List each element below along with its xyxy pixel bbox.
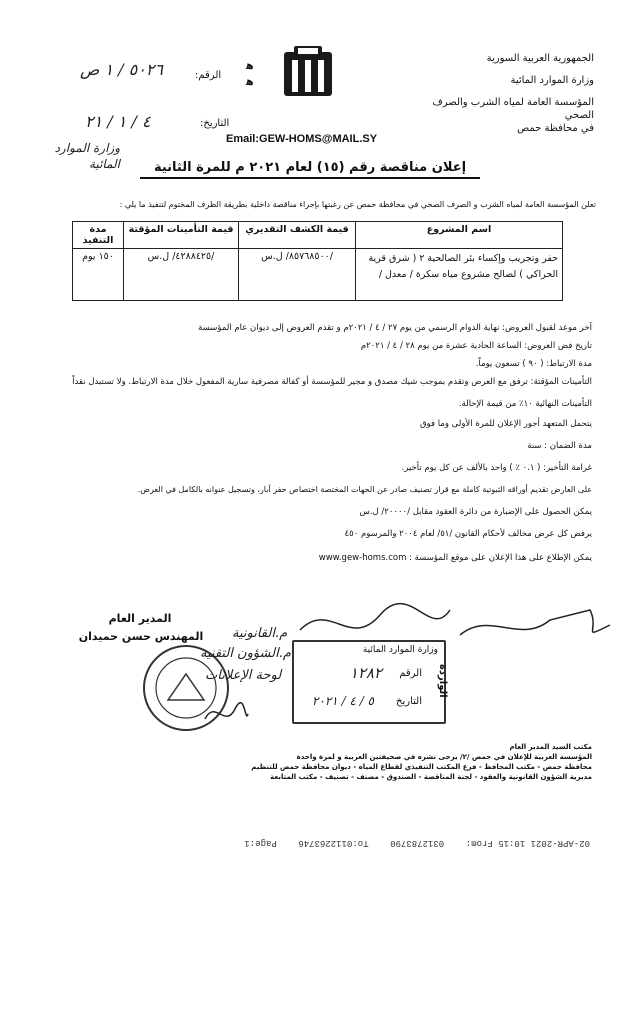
director-title: المدير العام [108,612,172,625]
clause-opening: تاريخ فض العروض: الساعة الحادية عشرة من يوم ٢٨ / ٤ / ٢٠٢١م [360,341,592,351]
header-duration: مدة التنفيذ [73,222,124,249]
initials-scribble-icon [200,694,250,738]
logo-side-glyphs: ﻫ ﻫ [246,59,254,88]
republic-name: الجمهورية العربية السورية [486,53,594,64]
clause-penalty: غرامة التأخير: ( ٠.١ ٪ ) واحد بالألف عن كل يوم تأخير. [401,463,592,473]
project-table [72,221,563,301]
email-address: Email:GEW-HOMS@MAIL.SY [226,133,378,145]
clause-final-deposit: التأمينات النهائية ١٠٪ من قيمة الإحالة. [458,399,592,409]
header-ministry-block [424,52,594,135]
stamp-date-value: ٥ / ٤ / ٢٠٢١ [311,694,374,708]
cell-deposit: /٤٢٨٨٤٢٥/ ل.س [124,249,239,301]
date-handwritten: ٤ / ١ / ٢١ [85,112,151,131]
header-estimate: قيمة الكشف التقديري [239,222,356,249]
footer-note-4: مديرية الشؤون القانونية والعقود - لجنة المناقصة - الصندوق - مصنف - تصنيف - مكتب المتابعة [270,773,592,781]
clause-website: يمكن الإطلاع على هذا الإعلان على موقع المؤسسة : www.gew-homs.com [318,553,592,563]
establishment-logo-icon [280,44,336,104]
reference-label: الرقم: [195,70,222,81]
ministry-name: وزارة الموارد المائية [510,75,594,86]
footer-note-1: مكتب السيد المدير العام [509,743,592,751]
date-label: التاريخ: [200,118,230,129]
clause-ad-fees: يتحمل المتعهد أجور الإعلان للمرة الأولى وما فوق [419,419,592,429]
distribution-note-legal: م.القانونية [232,626,288,641]
distribution-note-board: لوحة الإعلانات [205,668,282,683]
footer-note-3: محافظة حمص - مكتب المحافظ - فرع المكتب التنفيذي لقطاع المياه - ديوان محافظة حمص للتنظيم [251,763,592,771]
clause-file-fee: يمكن الحصول على الإضبارة من دائرة العقود مقابل /٢٠٠٠٠/ ل.س [359,507,592,517]
stamp-number-label: الرقم [399,668,422,679]
reference-handwritten: ٥٠٢٦ / ١ ص [80,60,163,79]
stamp-org: وزارة الموارد المائية [362,645,438,655]
cell-project: حفر وتجريب وإكساء بئر الصالحية ٢ ( شرق قرية الحراكي ) لصالح مشروع مياه سكرة / معدل / [356,249,563,301]
clause-temp-deposit: التأمينات المؤقتة: ترفق مع العرض وتقدم بموجب شيك مصدق و مجير للمؤسسة أو كفالة مصرفية سارية المفعول خلال مدة الارتباط. ولا تستبدل نقداً [72,377,592,387]
header-deposit: قيمة التأمينات المؤقتة [124,222,239,249]
table-header-row [73,222,563,249]
clause-warranty: مدة الضمان : سنة [527,441,592,451]
margin-note-handwritten: وزارة الموارد المائية [54,141,120,171]
governorate-name: في محافظة حمص [517,123,594,134]
tender-title: إعلان مناقصة رقم (١٥) لعام ٢٠٢١ م للمرة الثانية [140,160,480,179]
header-project-name: اسم المشروع [356,222,563,249]
project-table-wrapper [72,221,563,301]
stamp-date-label: التاريخ [396,696,422,707]
footer-distribution [32,742,592,782]
fax-transmission-line: 02-APR-2021 10:15 From: 0312783790 To:0112263746 Page:1 [244,838,590,848]
distribution-note-technical: م.الشؤون التقنية [200,646,291,661]
clause-deadline: آخر موعد لقبول العروض: نهاية الدوام الرسمي من يوم ٢٧ / ٤ / ٢٠٢١م و تقدم العروض إلى ديوان عام المؤسسة [198,323,592,333]
clauses-list [32,322,592,564]
director-name: المهندس حسن حميدان [78,630,204,643]
clause-documents: على العارض تقديم أوراقه الثبوتية كاملة مع قرار تصنيف صادر عن الجهات المختصة اختصاص حفر آبار، وتسجيل عنوانه بالكامل في العرض. [137,485,592,494]
establishment-name: المؤسسة العامة لمياه الشرب والصرف الصحي [432,97,594,121]
cell-estimate: /٨٥٧٦٨٥٠٠/ ل.س [239,249,356,301]
cell-duration: ١٥٠ يوم [73,249,124,301]
footer-note-2: المؤسسة العربية للإعلان في حمص /٢/ يرجى نشره في صحيفتين العربية و لمرة واحدة [296,753,592,761]
clause-law: يرفض كل عرض مخالف لأحكام القانون /٥١/ لعام ٢٠٠٤ والمرسوم ٤٥٠ [344,529,592,539]
stamp-side-label: الواردة [437,664,448,698]
stamp-number-value: ١٢٨٢ [349,664,382,682]
incoming-stamp [292,640,446,724]
table-row [73,249,563,301]
clause-commitment: مدة الارتباط: ( ٩٠ ) تسعون يوماً. [475,359,592,369]
intro-text: تعلن المؤسسة العامة لمياه الشرب و الصرف الصحي في محافظة حمص عن رغبتها بإجراء مناقصة داخلية بطريقة الظرف المختوم لتنفيذ ما يلي : [119,200,596,209]
